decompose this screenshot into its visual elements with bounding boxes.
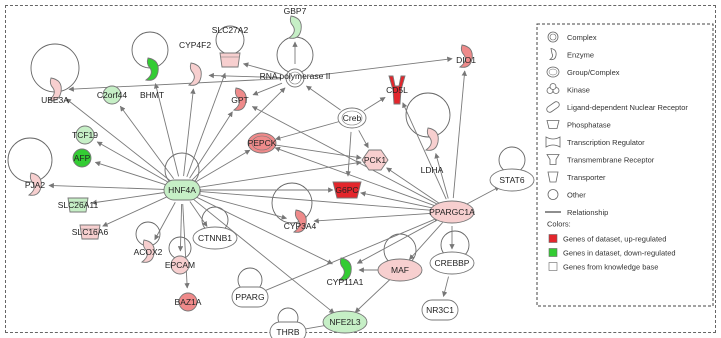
legend-color-label: Genes of dataset, up-regulated — [563, 234, 667, 244]
legend-swatch — [549, 249, 557, 257]
legend-label: Group/Complex — [567, 68, 620, 77]
node-label-pparg: PPARG — [235, 292, 265, 302]
node-label-cyp11a1: CYP11A1 — [326, 277, 364, 287]
node-label-afp: AFP — [73, 153, 91, 163]
node-label-tcf19: TCF19 — [72, 130, 98, 140]
node-label-ctnnb1: CTNNB1 — [197, 233, 233, 243]
legend-label: Relationship — [567, 208, 609, 217]
node-label-nr3c1: NR3C1 — [426, 305, 454, 315]
node-label-baz1a: BAZ1A — [174, 297, 202, 307]
node-label-pepck: PEPCK — [247, 138, 277, 148]
legend-label: Enzyme — [567, 50, 595, 60]
node-label-ppargc1a: PPARGC1A — [429, 207, 475, 217]
legend-item-kinase — [547, 84, 590, 95]
node-label-slc16a6: SLC16A6 — [71, 227, 109, 237]
node-label-acox2: ACOX2 — [133, 247, 163, 257]
legend-item-group — [547, 67, 620, 77]
node-label-epcam: EPCAM — [164, 260, 196, 270]
node-label-thrb: THRB — [276, 327, 300, 337]
node-label-hnf4a: HNF4A — [168, 185, 196, 195]
legend-label: Transporter — [567, 173, 606, 182]
node-label-dio1: DIO1 — [456, 55, 476, 65]
node-label-cyp4f2: CYP4F2 — [178, 40, 212, 50]
node-label-cd5l: CD5L — [386, 85, 408, 95]
legend-item-receptor — [547, 155, 655, 165]
node-label-slc26a11: SLC26A11 — [57, 200, 99, 210]
node-label-crebbp: CREBBP — [434, 258, 470, 268]
legend-label: Transmembrane Receptor — [567, 155, 655, 165]
legend-label: Transcription Regulator — [567, 138, 645, 147]
legend-colors-heading: Colors: — [547, 219, 571, 229]
legend-label: Kinase — [567, 85, 590, 95]
node-label-g6pc: G6PC — [335, 185, 359, 195]
legend-item-transcription — [546, 137, 645, 147]
node-label-c2orf44: C2orf44 — [96, 90, 128, 100]
node-label-bhmt: BHMT — [139, 90, 165, 100]
legend-item-nuclear-receptor — [546, 101, 689, 114]
legend-item-phosphatase — [547, 121, 611, 130]
legend-label: Complex — [567, 33, 597, 42]
legend-color-label: Genes from knowledge base — [563, 262, 659, 272]
legend-item-enzyme — [550, 49, 594, 60]
legend-label: Phosphatase — [567, 120, 611, 130]
node-label-ube3a: UBE3A — [41, 95, 69, 105]
legend-item-relationship — [545, 208, 608, 217]
node-label-rnapol: RNA polymerase II — [259, 71, 331, 81]
node-label-pck1: PCK1 — [363, 155, 387, 165]
node-label-pja2: PJA2 — [24, 180, 46, 190]
node-label-gbp7: GBP7 — [283, 6, 307, 16]
legend-swatch — [549, 263, 557, 271]
legend-item-other — [548, 190, 586, 200]
node-label-nfe2l3: NFE2L3 — [329, 317, 361, 327]
legend-label: Other — [567, 190, 586, 200]
node-label-creb: Creb — [342, 113, 362, 123]
legend-color-item — [549, 235, 666, 244]
node-label-cyp3a4: CYP3A4 — [283, 221, 317, 231]
legend-item-complex — [548, 32, 597, 42]
legend-color-label: Genes in dataset, down-regulated — [563, 248, 676, 258]
node-label-stat6: STAT6 — [499, 175, 525, 185]
node-label-ldha: LDHA — [420, 165, 444, 175]
node-label-maf: MAF — [391, 265, 409, 275]
legend-label: Ligand-dependent Nuclear Receptor — [567, 103, 688, 112]
node-label-gpt: GPT — [231, 95, 249, 105]
node-label-slc27a2: SLC27A2 — [211, 25, 249, 35]
legend-color-item — [549, 263, 658, 272]
legend-swatch — [549, 235, 557, 243]
legend-item-transporter — [548, 172, 606, 182]
legend-color-item — [549, 249, 676, 258]
